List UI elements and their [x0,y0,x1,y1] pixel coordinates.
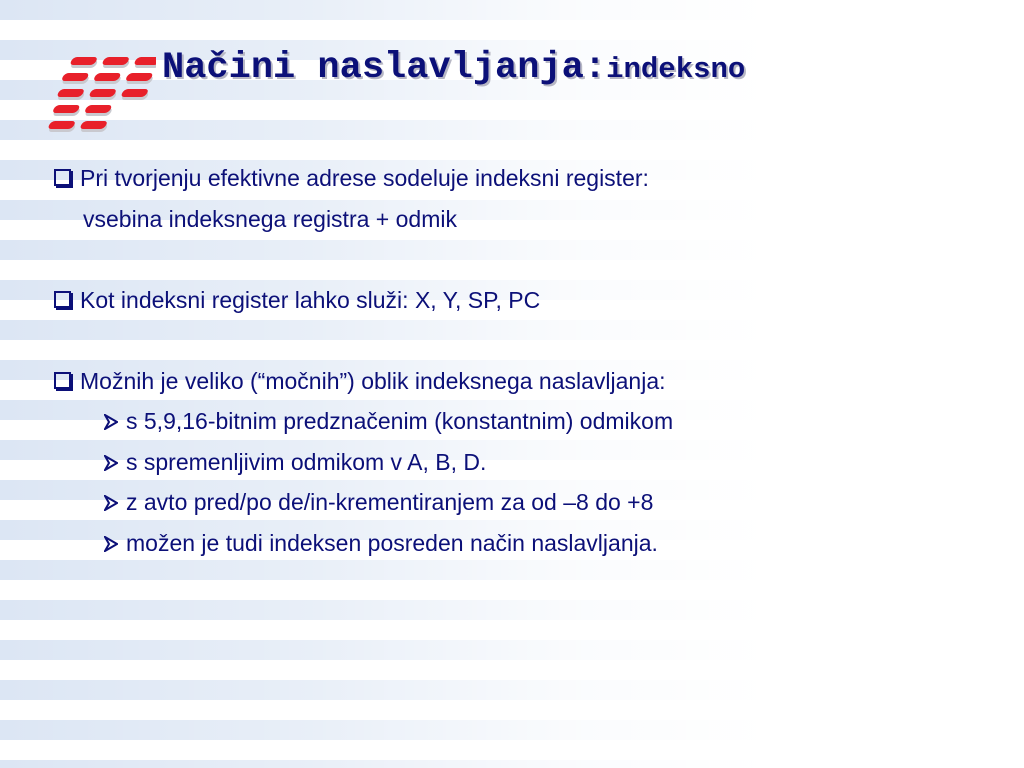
bullet-text: vsebina indeksnega registra + odmik [83,205,457,232]
sub-bullet-item [52,523,984,564]
bullet-text: Pri tvorjenju efektivne adrese sodeluje indeksni register: [80,165,649,191]
title-main: Načini naslavljanja: [162,47,607,89]
arrow-bullet-icon [104,455,118,471]
sub-bullet-item [52,401,984,442]
arrow-bullet-icon [104,536,118,552]
arrow-bullet-icon [104,495,118,511]
sub-bullet-text: s 5,9,16-bitnim predznačenim (konstantnim) odmikom [126,408,674,434]
bullet-item [52,280,984,321]
bullet-item [52,158,984,199]
sub-bullet-item [52,442,984,483]
sub-bullet-item [52,482,984,523]
bullet-text: Možnih je veliko (“močnih”) oblik indeksnega naslavljanja: [80,367,666,394]
bullet-continuation [52,199,984,240]
checkbox-bullet-icon [54,169,71,186]
checkbox-bullet-icon [54,372,71,389]
bullet-item [52,361,984,402]
spacer [52,320,984,361]
sub-bullet-text: možen je tudi indeksen posreden način naslavljanja. [126,529,658,556]
sub-bullet-text: s spremenljivim odmikom v A, B, D. [126,448,487,475]
sub-bullet-text: z avto pred/po de/in-krementiranjem za od –8 do +8 [126,489,654,515]
title-sub: indeksno [606,53,746,86]
spacer [52,239,984,280]
slide-title [162,47,746,89]
arrow-bullet-icon [104,414,118,430]
checkbox-bullet-icon [54,291,71,308]
bullet-text: Kot indeksni register lahko služi: X, Y, SP, PC [80,286,541,313]
red-stripes-logo-icon [38,52,156,144]
slide-content [52,158,984,563]
